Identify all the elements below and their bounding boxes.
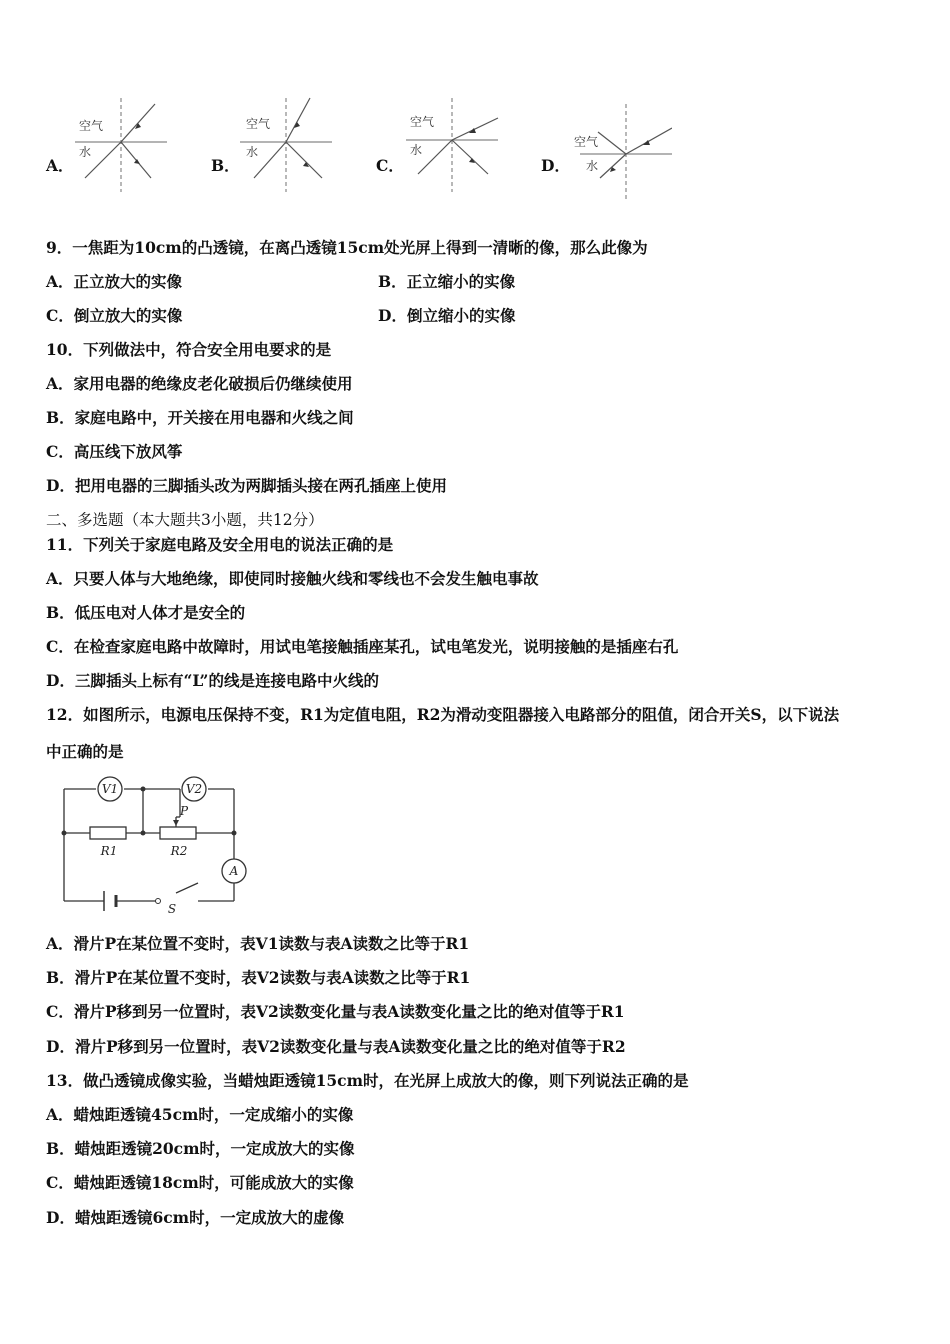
q13-option-c: C．蜡烛距透镜18cm时，可能成放大的实像 — [46, 1173, 354, 1192]
q12-option-c: C．滑片P移到另一位置时，表V2读数变化量与表A读数变化量之比的绝对值等于R1 — [46, 1002, 625, 1021]
voltmeter-v2-label: V2 — [185, 782, 203, 796]
q10-option-a: A．家用电器的绝缘皮老化破损后仍继续使用 — [46, 374, 353, 393]
q8-option-d-label: D． — [541, 156, 570, 175]
q11-option-a: A．只要人体与大地绝缘，即使同时接触火线和零线也不会发生触电事故 — [46, 569, 539, 588]
air-label: 空气 — [410, 115, 435, 129]
q12-option-b: B．滑片P在某位置不变时，表V2读数与表A读数之比等于R1 — [46, 968, 471, 987]
r1-label: R1 — [100, 844, 118, 858]
q10-option-c: C．高压线下放风筝 — [46, 442, 183, 461]
q12-circuit-diagram — [52, 775, 262, 915]
q13-option-a: A．蜡烛距透镜45cm时，一定成缩小的实像 — [46, 1105, 354, 1124]
r2-label: R2 — [170, 844, 188, 858]
q13-stem: 13．做凸透镜成像实验，当蜡烛距透镜15cm时，在光屏上成放大的像，则下列说法正确的是 — [46, 1071, 689, 1090]
q12-stem-line1: 12．如图所示，电源电压保持不变，R1为定值电阻，R2为滑动变阻器接入电路部分的阻值，闭合开关S，以下说法 — [46, 705, 840, 724]
air-label: 空气 — [79, 119, 104, 133]
q11-option-c: C．在检查家庭电路中故障时，用试电笔接触插座某孔，试电笔发光，说明接触的是插座右孔 — [46, 637, 679, 656]
q8-option-c-diagram — [406, 92, 506, 198]
q8-option-b-label: B． — [211, 156, 240, 175]
q9-option-d: D．倒立缩小的实像 — [378, 306, 516, 325]
slider-p-label: P — [179, 804, 189, 818]
q11-stem: 11．下列关于家庭电路及安全用电的说法正确的是 — [46, 535, 394, 554]
q12-option-d: D．滑片P移到另一位置时，表V2读数变化量与表A读数变化量之比的绝对值等于R2 — [46, 1037, 626, 1056]
q9-option-c: C．倒立放大的实像 — [46, 306, 183, 325]
q13-option-b: B．蜡烛距透镜20cm时，一定成放大的实像 — [46, 1139, 355, 1158]
q9-option-a: A．正立放大的实像 — [46, 272, 183, 291]
switch-s-label: S — [167, 902, 177, 915]
air-label: 空气 — [246, 117, 271, 131]
q11-option-d: D．三脚插头上标有“L”的线是连接电路中火线的 — [46, 671, 379, 690]
q11-option-b: B．低压电对人体才是安全的 — [46, 603, 246, 622]
air-label: 空气 — [574, 135, 599, 149]
ammeter-label: A — [229, 864, 239, 878]
q12-option-a: A．滑片P在某位置不变时，表V1读数与表A读数之比等于R1 — [46, 934, 470, 953]
q10-option-b: B．家庭电路中，开关接在用电器和火线之间 — [46, 408, 354, 427]
q10-option-d: D．把用电器的三脚插头改为两脚插头接在两孔插座上使用 — [46, 476, 447, 495]
q8-option-b-diagram — [240, 92, 340, 198]
q8-option-a-diagram — [75, 92, 175, 198]
water-label: 水 — [586, 159, 599, 173]
q8-figure-options — [0, 92, 950, 202]
water-label: 水 — [410, 143, 423, 157]
water-label: 水 — [79, 145, 92, 159]
q12-stem-line2: 中正确的是 — [46, 742, 124, 761]
voltmeter-v1-label: V1 — [101, 782, 119, 796]
q13-option-d: D．蜡烛距透镜6cm时，一定成放大的虚像 — [46, 1208, 345, 1227]
q8-option-d-diagram — [572, 92, 672, 202]
q9-stem: 9．一焦距为10cm的凸透镜，在离凸透镜15cm处光屏上得到一清晰的像，那么此像为 — [46, 238, 648, 257]
q9-option-b: B．正立缩小的实像 — [378, 272, 516, 291]
q8-option-c-label: C． — [376, 156, 404, 175]
q10-stem: 10．下列做法中，符合安全用电要求的是 — [46, 340, 332, 359]
section-heading: 二、多选题（本大题共3小题，共12分） — [46, 511, 324, 529]
water-label: 水 — [246, 145, 259, 159]
q8-option-a-label: A． — [46, 156, 74, 175]
